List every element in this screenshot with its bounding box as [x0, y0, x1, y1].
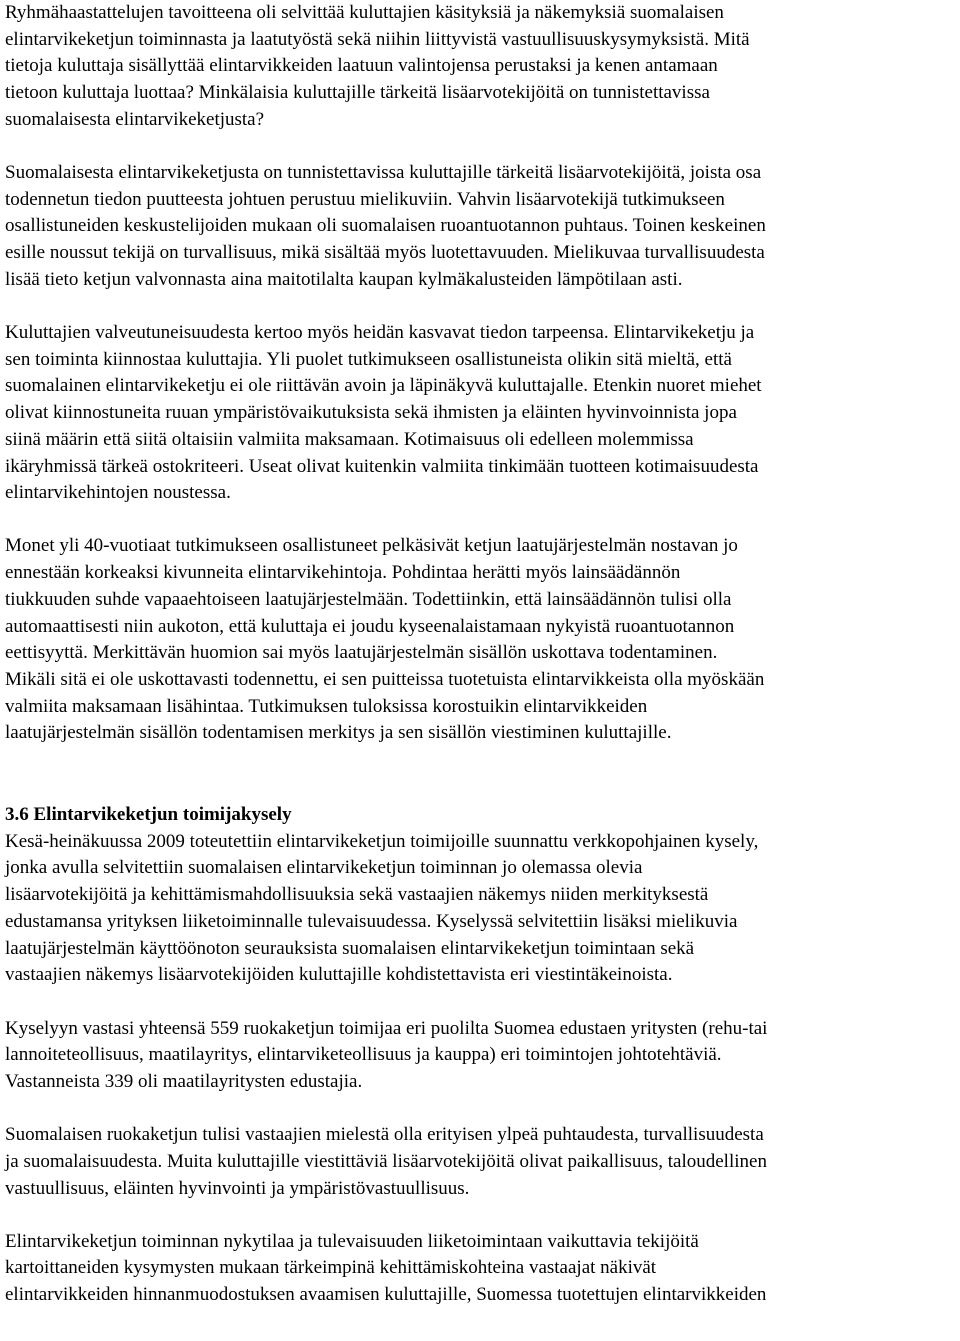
text-line: edustamansa yrityksen liiketoiminnalle tulevaisuudessa. Kyselyssä selvitettiin lisäksi mielikuvia [5, 910, 738, 932]
text-line: kartoittaneiden kysymysten mukaan tärkeimpinä kehittämiskohteina vastaajat näkivät [5, 1257, 657, 1279]
paragraph-development-targets [5, 1229, 957, 1309]
text-line: olivat kiinnostuneita ruuan ympäristövaikutuksista sekä ihmisten ja eläinten hyvinvoinnista jopa [5, 402, 737, 424]
text-line: laatujärjestelmän käyttöönoton seurauksista suomalaisen elintarvikeketjun toimintaan sekä [5, 937, 695, 959]
text-line: vastuullisuus, eläinten hyvinvointi ja ympäristövastuullisuus. [5, 1177, 470, 1199]
paragraph-spacer [5, 134, 957, 161]
text-line: ennestään korkeaksi kivunneita elintarvikehintoja. Pohdintaa herätti myös lainsäädännön [5, 562, 681, 584]
text-line: siinä määrin että siitä oltaisiin valmiita maksamaan. Kotimaisuus oli edelleen molemmissa [5, 428, 694, 450]
text-line: Kyselyyn vastasi yhteensä 559 ruokaketjun toimijaa eri puolilta Suomea edustaen yritysten (rehu-tai [5, 1017, 768, 1039]
text-line: osallistuneiden keskustelijoiden mukaan oli suomalaisen ruoantuotannon puhtaus. Toinen keskeinen [5, 215, 766, 237]
paragraph-spacer [5, 294, 957, 321]
paragraph-price-concerns [5, 533, 957, 747]
paragraph-spacer [5, 1096, 957, 1123]
paragraph-value-factors [5, 160, 957, 294]
text-line: vastaajien näkemys lisäarvotekijöiden kuluttajille kohdistettavista eri viestintäkeinoista. [5, 964, 673, 986]
text-line: ja suomalaisuudesta. Muita kuluttajille viestittäviä lisäarvotekijöitä olivat paikallisuus, taloudellinen [5, 1150, 767, 1172]
text-line: Suomalaisen ruokaketjun tulisi vastaajien mielestä olla erityisen ylpeä puhtaudesta, turvallisuudesta [5, 1124, 764, 1146]
text-line: eettisyyttä. Merkittävän huomion sai myös laatujärjestelmän sisällön uskottava todentaminen. [5, 642, 718, 664]
paragraph-spacer [5, 1202, 957, 1229]
text-line: elintarvikehintojen noustessa. [5, 482, 231, 504]
text-line: Ryhmähaastattelujen tavoitteena oli selvittää kuluttajien käsityksiä ja näkemyksiä suomalaisen [5, 2, 724, 23]
text-line: elintarvikkeiden hinnanmuodostuksen avaamisen kuluttajille, Suomessa tuotettujen elintarvikkeiden [5, 1284, 767, 1306]
text-line: jonka avulla selvitettiin suomalaisen elintarvikeketjun toiminnan jo olemassa olevia [5, 857, 643, 879]
text-line: tietoon kuluttaja luottaa? Minkälaisia kuluttajille tärkeitä lisäarvotekijöitä on tunnistettavissa [5, 82, 710, 104]
document-page [5, 0, 957, 1309]
text-line: todennetun tiedon puutteesta johtuen perustuu mielikuviin. Vahvin lisäarvotekijä tutkimukseen [5, 188, 725, 210]
paragraph-focus-group-goals [5, 0, 957, 134]
text-line: tietoja kuluttaja sisällyttää elintarvikkeiden laatuun valintojensa perustaksi ja kenen antamaan [5, 55, 718, 77]
paragraph-consumer-awareness [5, 320, 957, 507]
text-line: Monet yli 40-vuotiaat tutkimukseen osallistuneet pelkäsivät ketjun laatujärjestelmän nostavan jo [5, 535, 738, 557]
text-line: lisäarvotekijöitä ja kehittämismahdollisuuksia sekä vastaajien näkemys niiden merkityksestä [5, 884, 709, 906]
text-line: sen toiminta kiinnostaa kuluttajia. Yli puolet tutkimukseen osallistuneista olikin sitä mieltä, että [5, 348, 732, 370]
paragraph-spacer [5, 507, 957, 534]
paragraph-respondents [5, 1016, 957, 1096]
text-line: esille noussut tekijä on turvallisuus, mikä sisältää myös luotettavuuden. Mielikuvaa turvallisuudesta [5, 242, 765, 264]
text-line: ikäryhmissä tärkeä ostokriteeri. Useat olivat kuitenkin valmiita tinkimään tuotteen kotimaisuudesta [5, 455, 759, 477]
text-line: valmiita maksamaan lisähintaa. Tutkimuksen tuloksissa korostuikin elintarvikkeiden [5, 695, 648, 717]
text-line: suomalaisesta elintarvikeketjusta? [5, 108, 265, 130]
section-heading: 3.6 Elintarvikeketjun toimijakysely [5, 804, 292, 826]
text-line: Kesä-heinäkuussa 2009 toteutettiin elintarvikeketjun toimijoille suunnattu verkkopohjainen kysely, [5, 830, 759, 852]
text-line: suomalainen elintarvikeketju ei ole riittävän avoin ja läpinäkyvä kuluttajalle. Etenkin nuoret miehet [5, 375, 762, 397]
text-line: automaattisesti niin aukoton, että kuluttaja ei joudu kyseenalaistamaan nykyistä ruoantuotannon [5, 615, 735, 637]
section-spacer [5, 747, 957, 802]
text-line: Elintarvikeketjun toiminnan nykytilaa ja tulevaisuuden liiketoimintaan vaikuttavia tekijöitä [5, 1230, 699, 1252]
text-line: lannoiteteollisuus, maatilayritys, elintarviketeollisuus ja kauppa) eri toimintojen johtotehtäviä. [5, 1044, 722, 1066]
text-line: Kuluttajien valveutuneisuudesta kertoo myös heidän kasvavat tiedon tarpeensa. Elintarvikeketju ja [5, 322, 755, 344]
paragraph-spacer [5, 989, 957, 1016]
text-line: tiukkuuden suhde vapaaehtoiseen laatujärjestelmään. Todettiinkin, että lainsäädännön tulisi olla [5, 588, 732, 610]
text-line: laatujärjestelmän sisällön todentamisen merkitys ja sen sisällön viestiminen kuluttajille. [5, 722, 672, 744]
text-line: elintarvikeketjun toiminnasta ja laatutyöstä sekä niihin liittyvistä vastuullisuuskysymyksistä. Mitä [5, 28, 750, 50]
paragraph-pride-factors [5, 1122, 957, 1202]
text-line: lisää tieto ketjun valvonnasta aina maitotilalta kaupan kylmäkalusteiden lämpötilaan asti. [5, 268, 683, 290]
text-line: Vastanneista 339 oli maatilayritysten edustajia. [5, 1070, 363, 1092]
text-line: Suomalaisesta elintarvikeketjusta on tunnistettavissa kuluttajille tärkeitä lisäarvotekijöitä, joista osa [5, 162, 762, 184]
paragraph-survey-intro [5, 829, 957, 989]
text-line: Mikäli sitä ei ole uskottavasti todennettu, ei sen puitteissa tuotetuista elintarvikkeista olla myöskään [5, 668, 765, 690]
